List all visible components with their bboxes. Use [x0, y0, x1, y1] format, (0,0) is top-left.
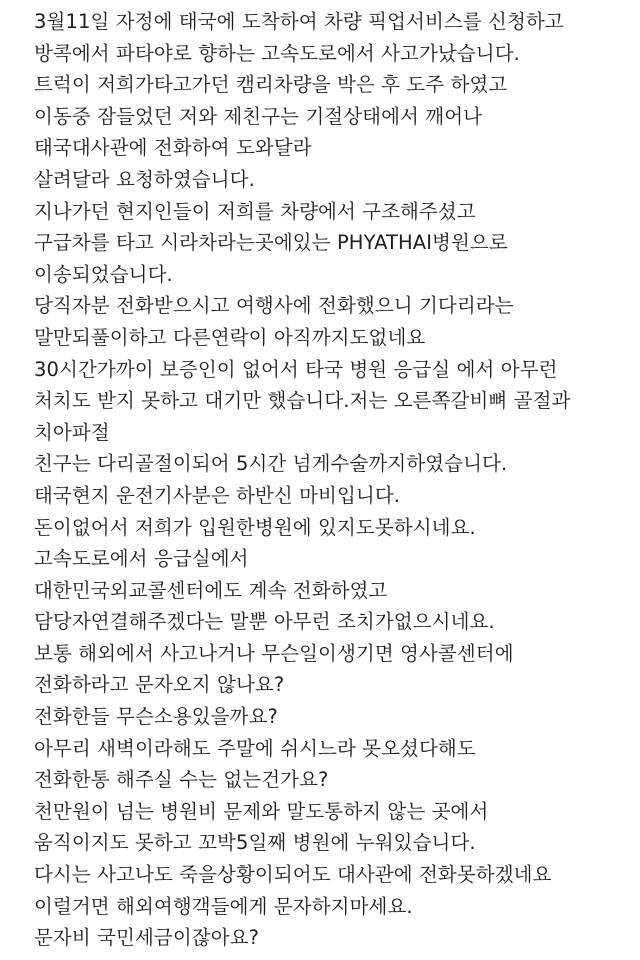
message-line: 아무리 새벽이라해도 주말에 쉬시느라 못오셨다해도: [34, 736, 476, 760]
message-line: 천만원이 넘는 병원비 문제와 말도통하지 않는 곳에서: [34, 799, 489, 823]
message-line: 보통 해외에서 사고나거나 무슨일이생기면 영사콜센터에: [34, 641, 514, 665]
message-line: 태국현지 운전기사분은 하반신 마비입니다.: [34, 483, 401, 507]
message-line: 전화하라고 문자오지 않나요?: [34, 673, 285, 697]
message-line: 처치도 받지 못하고 대기만 했습니다.저는 오른쪽갈비뼈 골절과: [34, 389, 571, 413]
message-line: 친구는 다리골절이되어 5시간 넘게수술까지하였습니다.: [34, 452, 508, 476]
message-line: 담당자연결해주겠다는 말뿐 아무런 조치가없으시네요.: [34, 610, 495, 634]
message-line: 살려달라 요청하였습니다.: [34, 167, 255, 191]
message-line: 말만되풀이하고 다른연락이 아직까지도없네요: [34, 325, 426, 349]
message-line: 고속도로에서 응급실에서: [34, 547, 249, 571]
message-line: 태국대사관에 전화하여 도와달라: [34, 136, 312, 160]
message-line: 3월11일 자정에 태국에 도착하여 차량 픽업서비스를 신청하고: [34, 10, 564, 33]
message-line: 당직자분 전화받으시고 여행사에 전화했으니 기다리라는: [34, 294, 514, 318]
message-line: 방콕에서 파타야로 향하는 고속도로에서 사고가났습니다.: [34, 41, 520, 65]
message-line: 이럴거면 해외여행객들에게 문자하지마세요.: [34, 894, 413, 918]
message-line: 다시는 사고나도 죽을상황이되어도 대사관에 전화못하겠네요: [34, 863, 552, 887]
message-line: 30시간가까이 보증인이 없어서 타국 병원 응급실 에서 아무런: [34, 357, 558, 381]
message-line: 전화한들 무슨소용있을까요?: [34, 705, 278, 729]
message-line: 트럭이 저희가타고가던 캠리차량을 박은 후 도주 하였고: [34, 73, 508, 97]
message-line: 움직이지도 못하고 꼬박5일째 병원에 누워있습니다.: [34, 831, 476, 855]
message-line: 문자비 국민세금이잖아요?: [34, 926, 260, 950]
message-line: 치아파절: [34, 420, 110, 444]
message-line: 돈이없어서 저희가 입원한병원에 있지도못하시네요.: [34, 515, 476, 539]
message-body: [34, 6, 640, 954]
message-line: 이동중 잠들었던 저와 제친구는 기절상태에서 깨어나: [34, 104, 483, 128]
message-line: 전화한통 해주실 수는 없는건가요?: [34, 768, 329, 792]
message-line: 구급차를 타고 시라차라는곳에있는 PHYATHAI병원으로: [34, 231, 508, 255]
message-line: 지나가던 현지인들이 저희를 차량에서 구조해주셨고: [34, 199, 476, 223]
message-line: 이송되었습니다.: [34, 262, 173, 286]
message-line: 대한민국외교콜센터에도 계속 전화하였고: [34, 578, 388, 602]
